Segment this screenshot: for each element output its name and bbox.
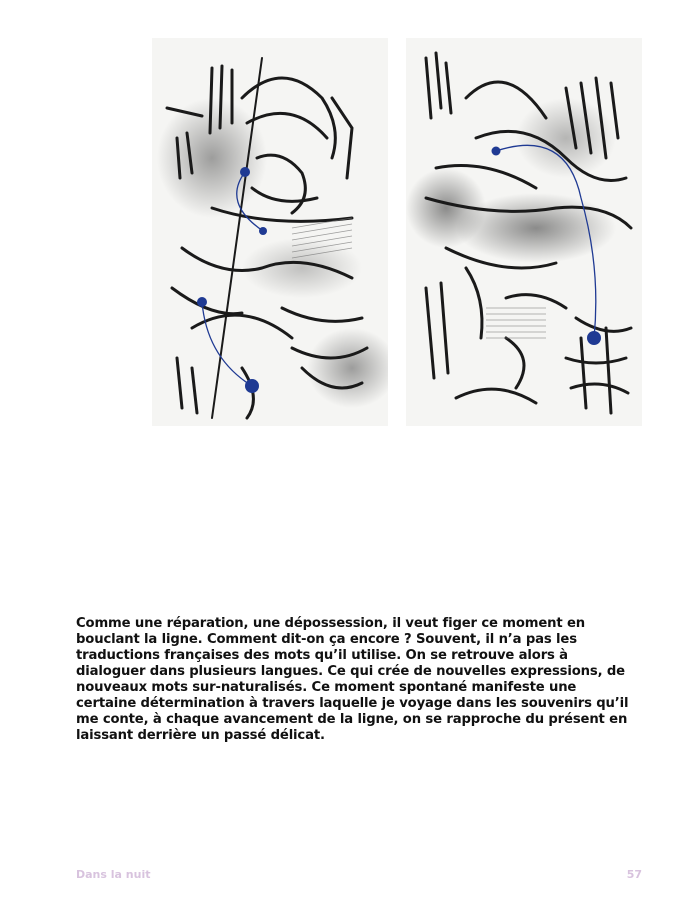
charcoal-drawing-left xyxy=(152,38,388,426)
page-number: 57 xyxy=(626,868,642,881)
charcoal-drawing-right xyxy=(406,38,642,426)
body-paragraph: Comme une réparation, une dépossession, il veut figer ce moment en bouclant la ligne. Comment dit-on ça encore ? Souvent, il n’a pas les traductions françaises des mots qu’il utilise. On se retrouve alors à dialoguer dans plusieurs langues. Ce qui crée de nouvelles expressions, de nouveaux mots sur-naturalisés. Ce moment spontané manifeste une certaine détermination à travers laquelle je voyage dans les souvenirs qu’il me conte, à chaque avancement de la ligne, on se rapproche du présent en laissant derrière un passé délicat. xyxy=(76,616,629,743)
footer-title: Dans la nuit xyxy=(76,868,151,881)
